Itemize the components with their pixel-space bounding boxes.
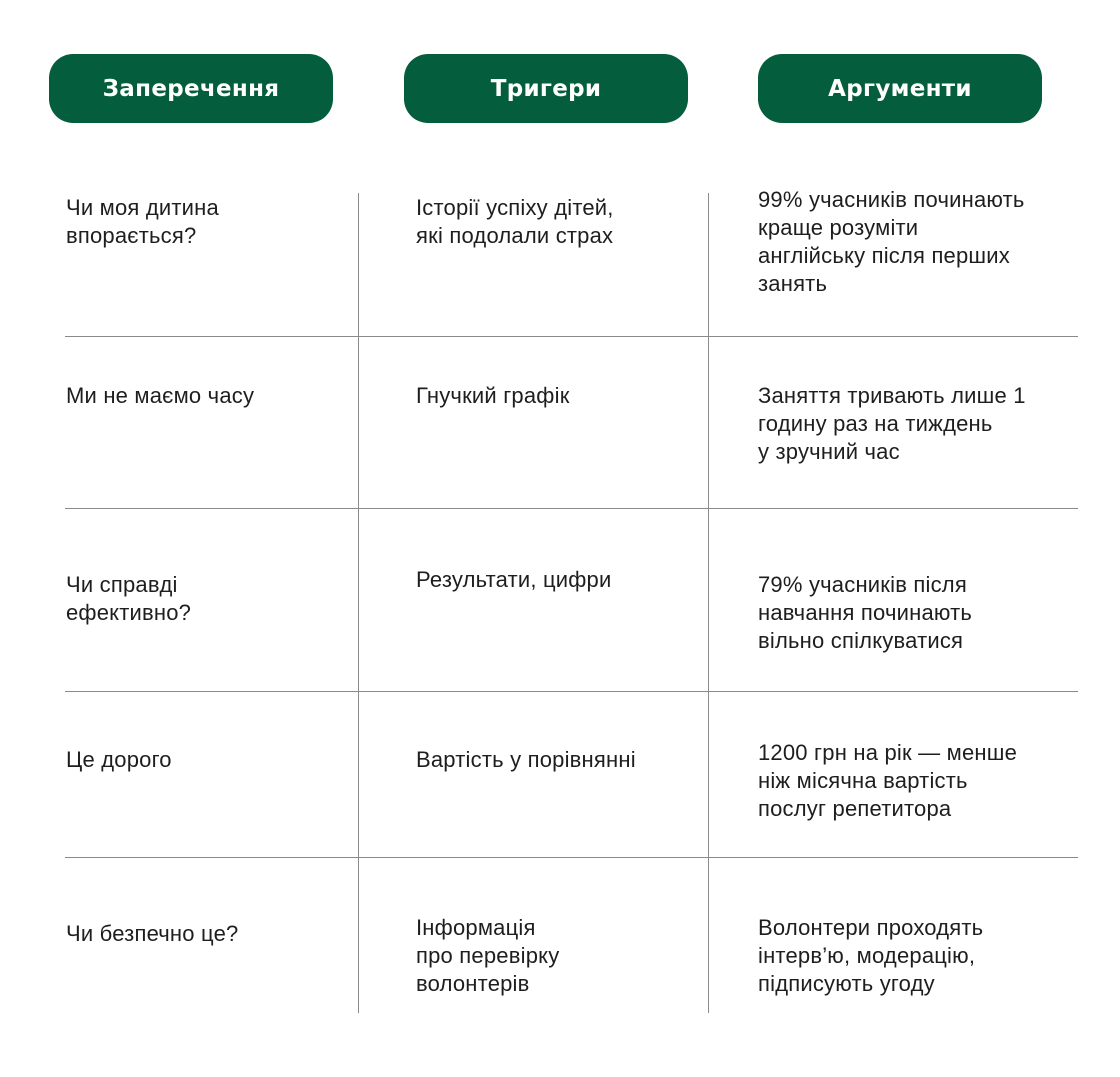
objection-cell: Чи моя дитина впорається?	[66, 195, 219, 248]
column-header-arguments: Аргументи	[758, 54, 1042, 123]
row-divider	[65, 691, 1078, 692]
column-header-triggers: Тригери	[404, 54, 688, 123]
objection-cell: Ми не маємо часу	[66, 383, 255, 408]
trigger-cell: Результати, цифри	[416, 567, 612, 592]
trigger-cell: Вартість у порівнянні	[416, 747, 636, 772]
objection-cell: Це дорого	[66, 747, 172, 772]
objection-cell: Чи безпечно це?	[66, 921, 239, 946]
row-divider	[65, 508, 1078, 509]
column-header-objections: Заперечення	[49, 54, 333, 123]
argument-cell: Заняття тривають лише 1 годину раз на тиждень у зручний час	[758, 383, 1026, 464]
argument-cell: 1200 грн на рік — менше ніж місячна вартість послуг репетитора	[758, 740, 1018, 821]
trigger-cell: Гнучкий графік	[416, 383, 570, 408]
row-divider	[65, 857, 1078, 858]
trigger-cell: Історії успіху дітей, які подолали страх	[416, 195, 614, 248]
trigger-cell: Інформація про перевірку волонтерів	[416, 915, 560, 996]
column-divider	[358, 193, 359, 1013]
argument-cell: 79% учасників після навчання починають вільно спілкуватися	[758, 572, 973, 653]
column-divider	[708, 193, 709, 1013]
row-divider	[65, 336, 1078, 337]
objection-cell: Чи справді ефективно?	[66, 572, 192, 625]
argument-cell: 99% учасників починають краще розуміти англійську після перших занять	[758, 187, 1025, 296]
argument-cell: Волонтери проходять інтерв’ю, модерацію, підписують угоду	[758, 915, 984, 996]
